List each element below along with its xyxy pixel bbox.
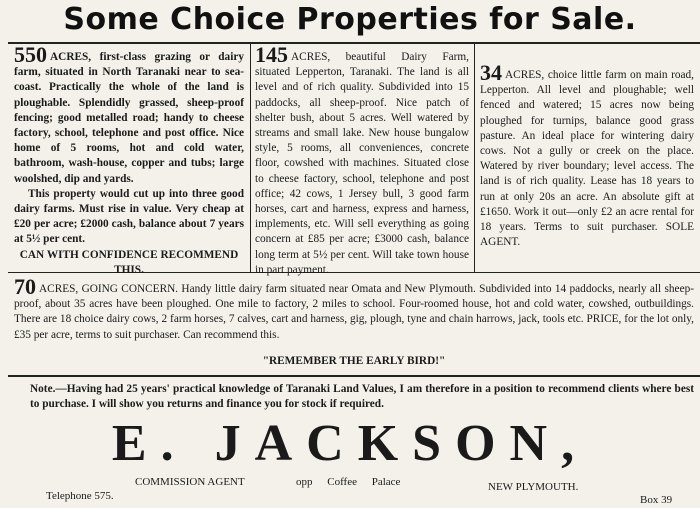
agent-telephone: Telephone 575. (46, 490, 114, 502)
agent-address: opp Coffee Palace (296, 476, 401, 488)
early-bird-slogan: "REMEMBER THE EARLY BIRD!" (262, 355, 446, 367)
acres-number: 145 (255, 42, 288, 67)
note-rule (8, 375, 700, 377)
column-divider-1 (250, 44, 251, 272)
listing-550-acres (14, 42, 244, 278)
column-divider-2 (474, 44, 475, 272)
headline: Some Choice Properties for Sale. (63, 2, 637, 37)
listing-70-acres (14, 274, 694, 343)
acres-number: 34 (480, 60, 502, 85)
listing-text: ACRES, beautiful Dairy Farm, situated Lepperton, Taranaki. The land is all level and of rich quality. Subdivided into 15 paddocks, all sheep-proof. Nice patch of shelter bush, about 5 acres. Well watered by streams and small lake. New house bungalow style, 5 rooms, all conveniences, concrete floor, cowshed with machines. Situated close to cheese factory, school, telephone and post office; 42 cows, 1 Jersey bull, 3 good farm horses, cart and harness, express and harness, implements, etc. Will sell everything as going concern at £85 per acre; £3000 cash, balance long term at 5½ per cent. Will take town house in part payment. (255, 51, 469, 276)
agent-note: Note.—Having had 25 years' practical knowledge of Taranaki Land Values, I am therefore in a position to recommend clients where best to purchase. I will show you returns and finance you for stock if required. (30, 383, 694, 411)
agent-name: E. JACKSON, (111, 415, 589, 472)
recommendation-text: CAN WITH CONFIDENCE RECOMMEND THIS. (19, 248, 239, 276)
listing-145-acres (255, 42, 469, 278)
listing-price-text: This property would cut up into three good dairy farms. Must rise in value. Very cheap at £20 per acre; £2000 cash, balance about 7 years at 5½ per cent. (14, 187, 244, 246)
listing-text: ACRES, choice little farm on main road, Lepperton. All level and ploughable; well fenced and watered; 15 acres now being ploughed for turnips, balance good grass pasture. An ideal place for wintering dairy cows. Not a gully or creek on the place. Watered by river boundary; level access. The land is of rich quality. Lease has 18 years to run at only 20s an acre. An absolute gift at £1650. Work it out—only £2 an acre rental for 18 years. Terms to suit purchaser. SOLE AGENT. (480, 69, 694, 249)
listing-text: ACRES, GOING CONCERN. Handy little dairy farm situated near Omata and New Plymouth. Subdivided into 14 paddocks, nearly all sheep-proof, about 35 acres have been ploughed. One mile to factory, 2 miles to school. Four-roomed house, hot and cold water, cowshed, outbuildings. There are 18 choice dairy cows, 2 farm horses, 7 calves, cart and harness, gig, plough, tyne and chain harrows, jack, tools etc. PRICE, for the lot only, £35 per acre, terms to suit purchaser. Can recommend this. (14, 283, 694, 341)
agent-town: NEW PLYMOUTH. (488, 481, 579, 493)
acres-number: 550 (14, 42, 47, 67)
acres-number: 70 (14, 274, 36, 299)
agent-box: Box 39 (640, 494, 673, 506)
top-rule (8, 42, 700, 44)
agent-title: COMMISSION AGENT (135, 476, 245, 488)
listing-text: ACRES, first-class grazing or dairy farm, situated in North Taranaki near to sea-coast. Practically the whole of the land is ploughable. Splendidly grassed, sheep-proof fencing; good metalled road; handy to cheese factory, school, telephone and post office. Nice home of 5 rooms, hot and cold water, bathroom, wash-house, copper and tubs; large woolshed, dip and yards. (14, 51, 244, 185)
listing-34-acres (480, 60, 694, 250)
